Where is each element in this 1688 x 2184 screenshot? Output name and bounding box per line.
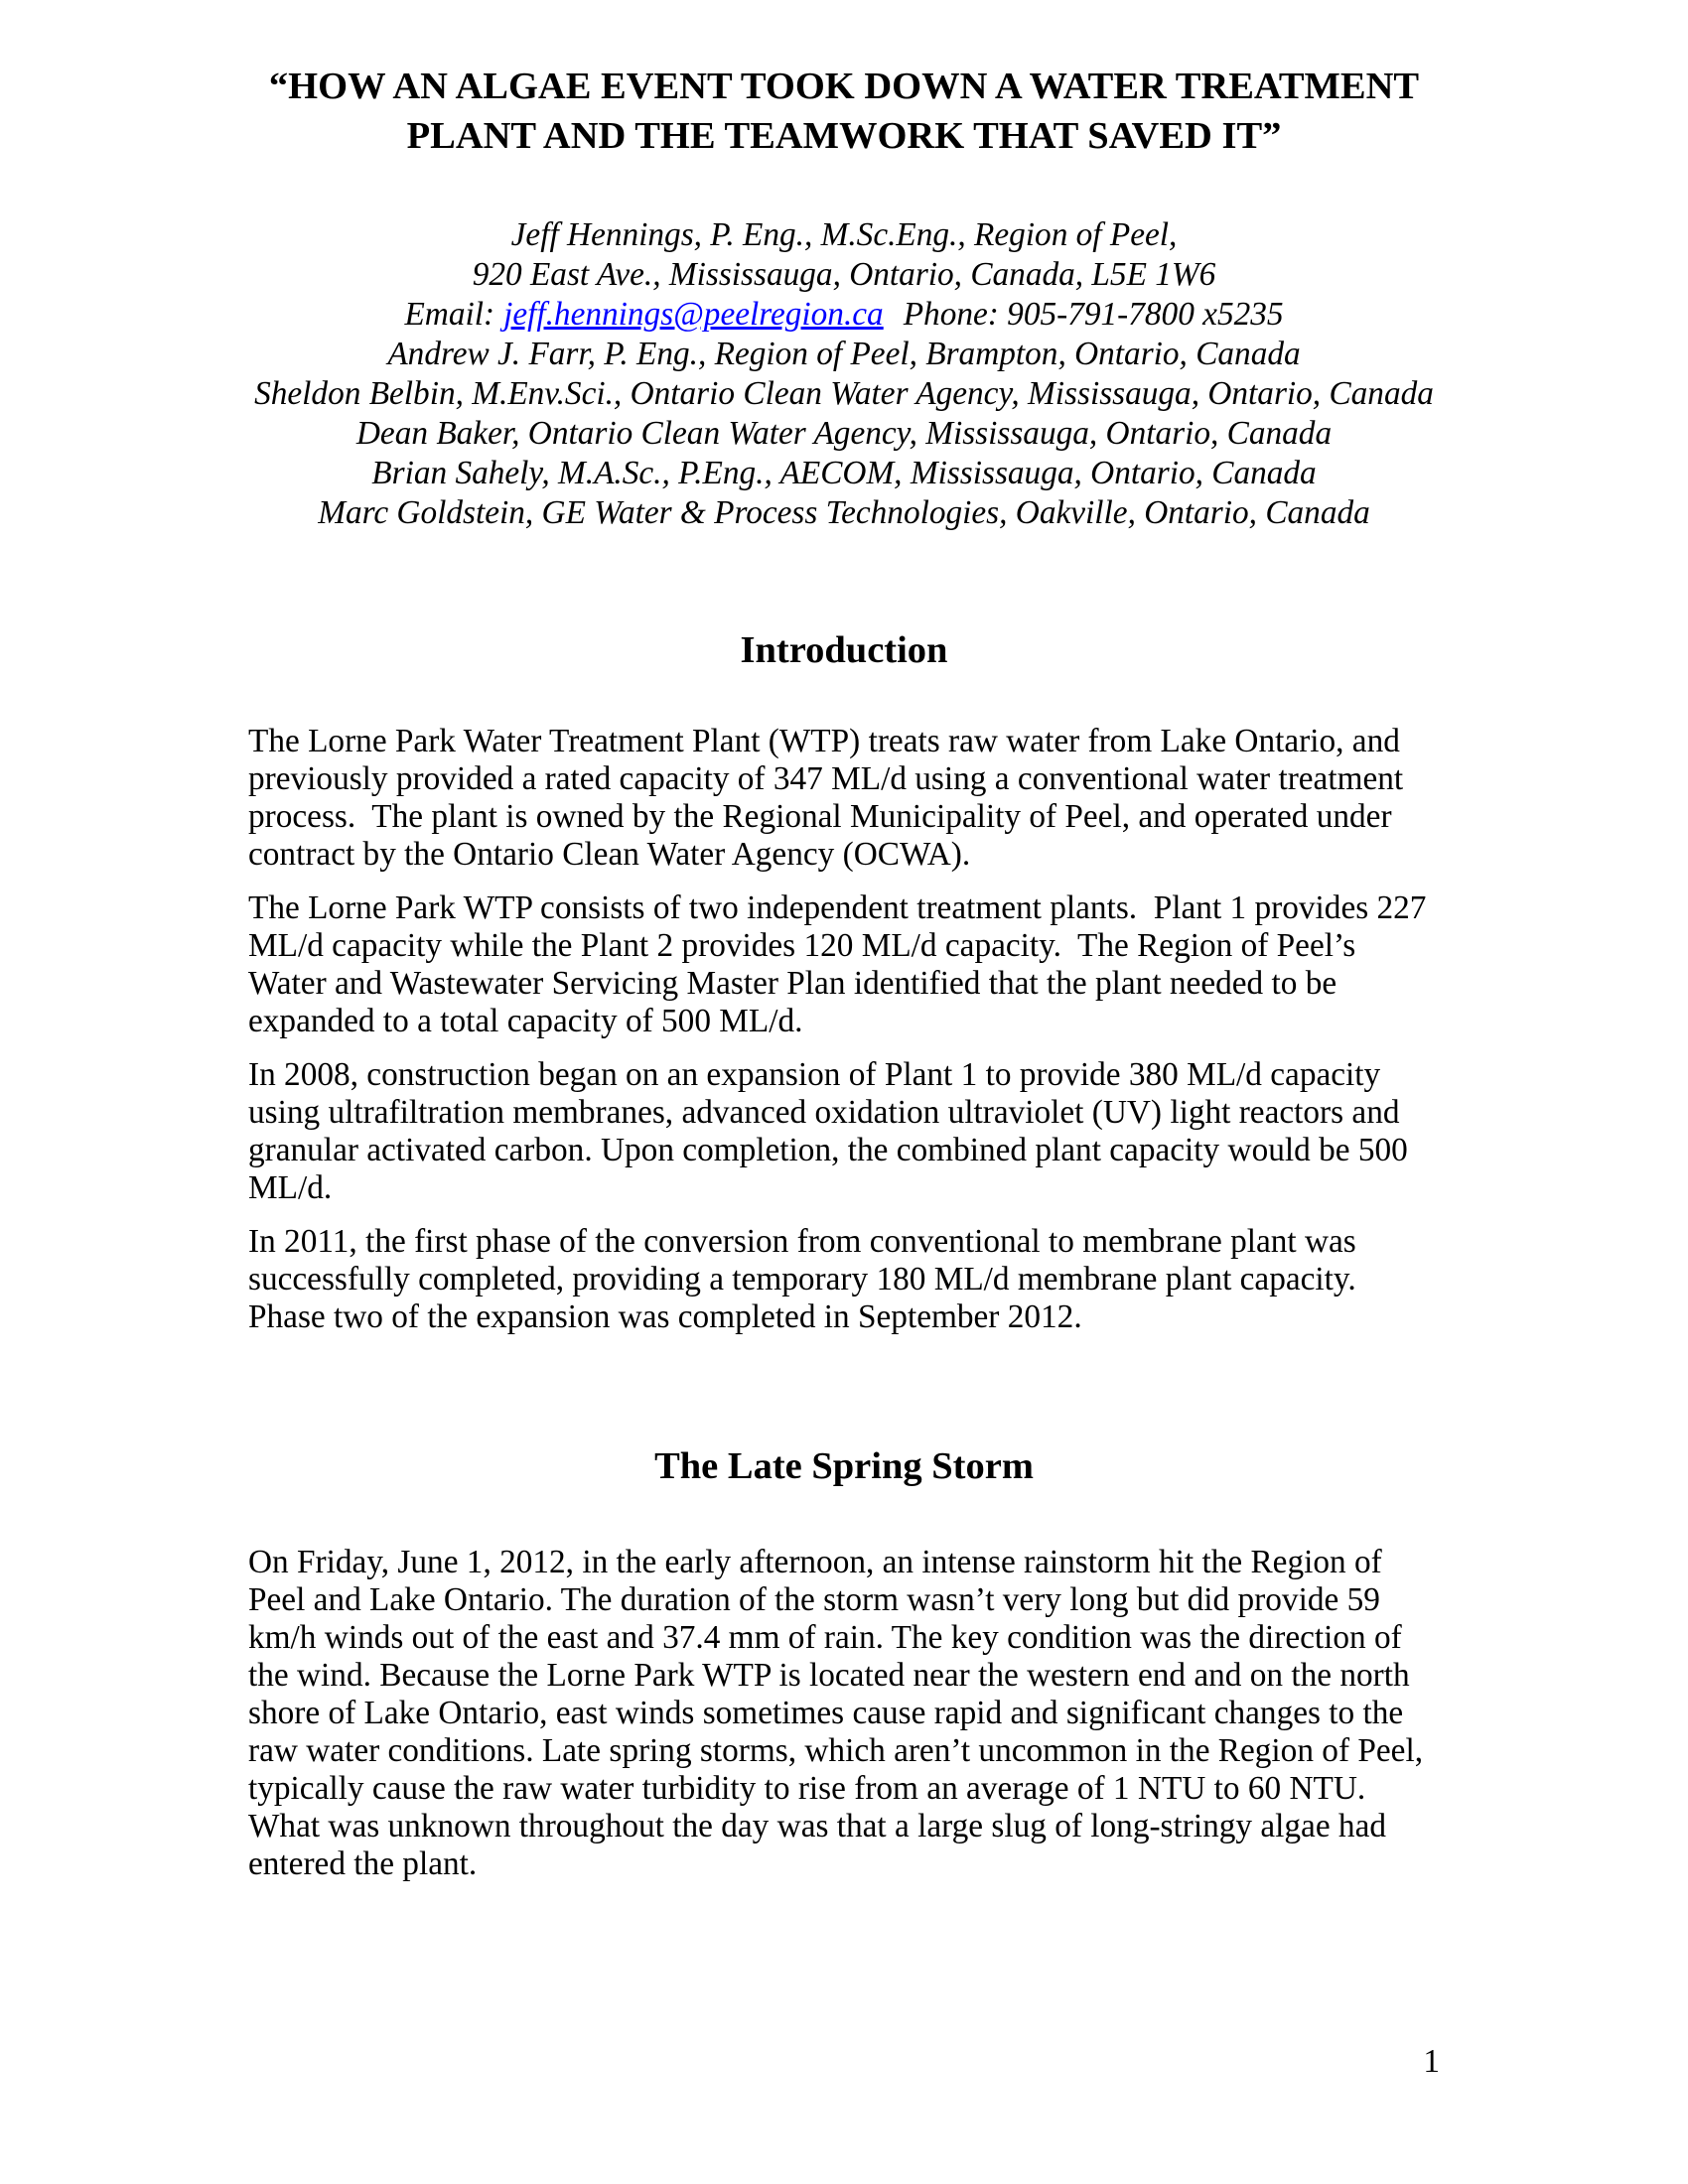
author-line-1: Jeff Hennings, P. Eng., M.Sc.Eng., Region of Peel, <box>510 216 1178 253</box>
paper-title-line-1: “HOW AN ALGAE EVENT TOOK DOWN A WATER TREATMENT <box>268 66 1420 107</box>
phone-text: Phone: 905-791-7800 x5235 <box>903 296 1284 333</box>
section-heading-late-spring-storm: The Late Spring Storm <box>654 1445 1034 1487</box>
paper-title <box>248 62 1440 161</box>
author-block <box>248 215 1440 533</box>
intro-paragraph-4: In 2011, the first phase of the conversion from conventional to membrane plant was successfully completed, providing a temporary 180 ML/d membrane plant capacity. Phase two of the expansion was completed in September 2012. <box>248 1223 1356 1335</box>
author-line-5: Sheldon Belbin, M.Env.Sci., Ontario Clean Water Agency, Mississauga, Ontario, Canada <box>254 375 1434 412</box>
introduction-section-body <box>248 723 1440 1336</box>
late-spring-storm-section-body <box>248 1544 1440 1883</box>
intro-paragraph-2: The Lorne Park WTP consists of two independent treatment plants. Plant 1 provides 227 ML/d capacity while the Plant 2 provides 120 ML/d capacity. The Region of Peel’s Water and Wastewater Servicing Master Plan identified that the plant needed to be expanded to a total capacity of 500 ML/d. <box>248 889 1427 1039</box>
email-label: Email: <box>404 296 495 333</box>
author-contact-line <box>248 295 1440 335</box>
page-number: 1 <box>1423 2043 1440 2080</box>
intro-paragraph-1: The Lorne Park Water Treatment Plant (WTP) treats raw water from Lake Ontario, and previously provided a rated capacity of 347 ML/d using a conventional water treatment process. The plant is owned by the Regional Municipality of Peel, and operated under contract by the Ontario Clean Water Agency (OCWA). <box>248 723 1404 873</box>
author-line-7: Brian Sahely, M.A.Sc., P.Eng., AECOM, Mississauga, Ontario, Canada <box>371 455 1317 491</box>
storm-paragraph-1: On Friday, June 1, 2012, in the early afternoon, an intense rainstorm hit the Region of Peel and Lake Ontario. The duration of the storm wasn’t very long but did provide 59 km/h winds out of the east and 37.4 mm of rain. The key condition was the direction of the wind. Because the Lorne Park WTP is located near the western end and on the north shore of Lake Ontario, east winds sometimes cause rapid and significant changes to the raw water conditions. Late spring storms, which aren’t uncommon in the Region of Peel, typically cause the raw water turbidity to rise from an average of 1 NTU to 60 NTU. What was unknown throughout the day was that a large slug of long-stringy algae had entered the plant. <box>248 1544 1424 1882</box>
author-line-8: Marc Goldstein, GE Water & Process Technologies, Oakville, Ontario, Canada <box>318 494 1370 531</box>
email-link[interactable]: jeff.hennings@peelregion.ca <box>503 296 884 333</box>
author-line-4: Andrew J. Farr, P. Eng., Region of Peel, Brampton, Ontario, Canada <box>387 336 1301 372</box>
author-line-6: Dean Baker, Ontario Clean Water Agency, Mississauga, Ontario, Canada <box>355 415 1333 452</box>
section-heading-introduction: Introduction <box>740 629 948 671</box>
paper-title-line-2: PLANT AND THE TEAMWORK THAT SAVED IT” <box>406 115 1282 157</box>
author-line-2: 920 East Ave., Mississauga, Ontario, Canada, L5E 1W6 <box>472 256 1216 293</box>
intro-paragraph-3: In 2008, construction began on an expansion of Plant 1 to provide 380 ML/d capacity using ultrafiltration membranes, advanced oxidation ultraviolet (UV) light reactors and granular activated carbon. Upon completion, the combined plant capacity would be 500 ML/d. <box>248 1056 1408 1206</box>
